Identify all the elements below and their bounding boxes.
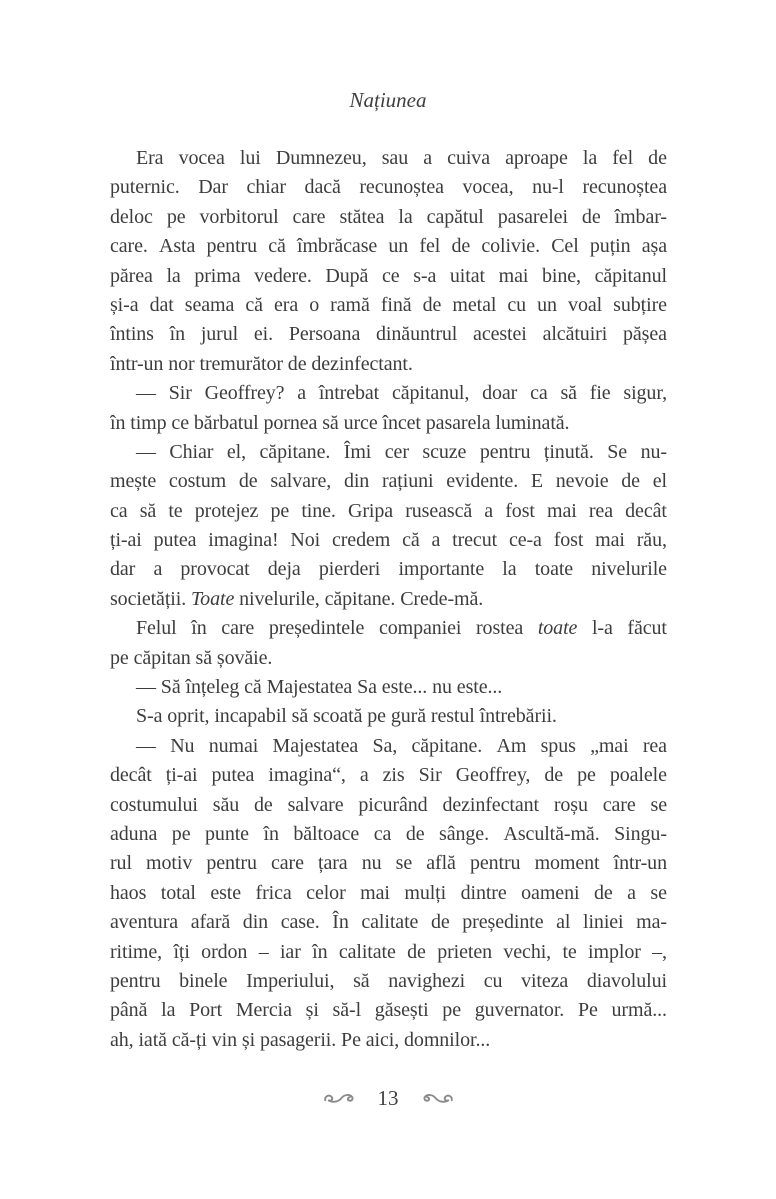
paragraph: [110, 614, 667, 673]
text-line: dar a provocat deja pierderi importante la toate nivelurile: [110, 558, 667, 581]
text-line: într-un nor tremurător de dezinfectant.: [110, 352, 413, 375]
fleuron-right-icon: [423, 1090, 454, 1106]
text-line: S-a oprit, incapabil să scoată pe gură restul întrebării.: [136, 705, 557, 728]
text-line: aduna pe punte în băltoace ca de sânge. Ascultă-mă. Singu-: [110, 822, 667, 845]
paragraph: [110, 438, 667, 614]
text-line: — Să înțeleg că Majestatea Sa este... nu este...: [136, 676, 503, 699]
body-text-block: [110, 144, 667, 1055]
running-header: Națiunea: [349, 88, 427, 112]
text-line: aventura afară din case. În calitate de președinte al liniei ma-: [110, 911, 667, 934]
text-line: în timp ce bărbatul pornea să urce încet pasarela luminată.: [110, 411, 570, 434]
page-number: 13: [377, 1085, 399, 1110]
text-line: ah, iată că-ți vin și pasagerii. Pe aici, domnilor...: [110, 1028, 491, 1051]
text-line: societății. Toate nivelurile, căpitane. Crede-mă.: [110, 587, 484, 610]
text-line: — Nu numai Majestatea Sa, căpitane. Am spus „mai rea: [136, 734, 667, 757]
text-line: puternic. Dar chiar dacă recunoștea vocea, nu-l recunoștea: [110, 176, 667, 199]
paragraph: [110, 144, 667, 379]
text-line: și-a dat seama că era o ramă fină de metal cu un voal subțire: [110, 293, 667, 316]
text-line: haos total este frica celor mai mulți dintre oameni de a se: [110, 881, 667, 904]
text-line: Era vocea lui Dumnezeu, sau a cuiva aproape la fel de: [136, 147, 667, 169]
text-line: — Chiar el, căpitane. Îmi cer scuze pentru ținută. Se nu-: [136, 440, 667, 463]
text-line: costumului său de salvare picurând dezinfectant roșu care se: [110, 793, 667, 816]
text-line: — Sir Geoffrey? a întrebat căpitanul, doar ca să fie sigur,: [136, 382, 667, 405]
text-line: Felul în care președintele companiei rostea toate l-a făcut: [136, 617, 667, 640]
paragraph: [110, 673, 667, 702]
paragraph: [110, 732, 667, 1055]
text-line: ți-ai putea imagina! Noi credem că a trecut ce-a fost mai rău,: [110, 529, 667, 552]
text-line: care. Asta pentru că îmbrăcase un fel de colivie. Cel puțin așa: [110, 235, 667, 258]
text-line: ca să te protejez pe tine. Gripa rusească a fost mai rea decât: [110, 499, 667, 522]
paragraph: [110, 702, 667, 731]
text-line: întins în jurul ei. Persoana dinăuntrul acestei alcătuiri pășea: [110, 323, 667, 346]
text-line: rul motiv pentru care țara nu se află pentru moment într-un: [110, 852, 667, 875]
text-line: ritime, îți ordon – iar în calitate de prieten vechi, te implor –,: [110, 940, 667, 963]
fleuron-left-icon: [323, 1090, 354, 1106]
text-line: mește costum de salvare, din rațiuni evidente. E nevoie de el: [110, 470, 667, 493]
text-line: decât ți-ai putea imagina“, a zis Sir Geoffrey, de pe poalele: [110, 764, 667, 787]
text-line: pentru binele Imperiului, să navighezi cu viteza diavolului: [110, 969, 667, 992]
text-line: deloc pe vorbitorul care stătea la capătul pasarelei de îmbar-: [110, 205, 667, 228]
text-line: până la Port Mercia și să-l găsești pe guvernator. Pe urmă...: [110, 999, 667, 1022]
paragraph: [110, 379, 667, 438]
page-footer: [0, 1082, 776, 1114]
text-line: părea la prima vedere. După ce s-a uitat mai bine, căpitanul: [110, 264, 667, 287]
text-line: pe căpitan să șovăie.: [110, 646, 273, 669]
